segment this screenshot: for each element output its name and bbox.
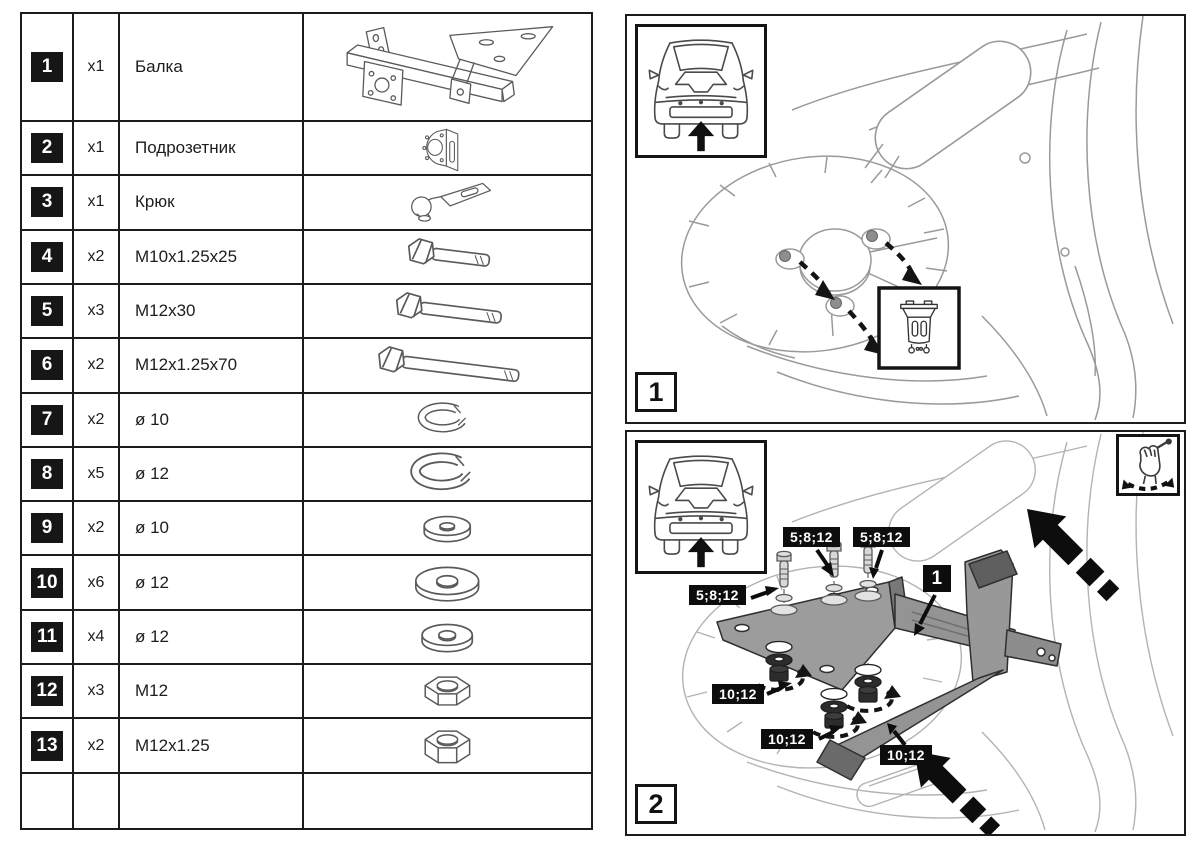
- part-name: [120, 774, 304, 828]
- part-number-cell: [22, 502, 74, 556]
- car-rear-inset: [635, 24, 767, 158]
- part-number-cell: [22, 611, 74, 665]
- hand-tighten-inset: [1116, 434, 1180, 496]
- part-number-badge: 11: [31, 622, 63, 652]
- trash-inset: [879, 288, 959, 368]
- part-number-cell: [22, 339, 74, 393]
- tow-hook-icon: [402, 178, 494, 226]
- part-name: ø 12: [120, 556, 304, 610]
- part-number-cell: [22, 176, 74, 230]
- part-number-badge: 8: [31, 459, 63, 489]
- car-rear-view-icon: [649, 40, 752, 151]
- part-number-badge: 2: [31, 133, 63, 163]
- part-illustration: [304, 231, 591, 285]
- part-illustration: [304, 774, 591, 828]
- part-number-cell: [22, 285, 74, 339]
- part-number-badge: 1: [31, 52, 63, 82]
- flat-washer-small-icon: [397, 504, 497, 552]
- muffler-drawing: [863, 29, 1043, 181]
- part-number-badge: 5: [31, 296, 63, 326]
- part-number-badge: 12: [31, 676, 63, 706]
- part-name: Подрозетник: [120, 122, 304, 176]
- part-illustration: [304, 122, 591, 176]
- step2-panel: [625, 430, 1186, 836]
- part-illustration: [304, 665, 591, 719]
- step1-number: 1: [635, 372, 677, 412]
- hex-nut-icon: [403, 667, 492, 715]
- part-qty: x2: [74, 719, 120, 773]
- tow-beam-icon: [321, 18, 573, 116]
- part-number-badge: 7: [31, 405, 63, 435]
- part-illustration: [304, 448, 591, 502]
- callout-top-bolt-right: 5;8;12: [853, 527, 910, 547]
- part-number-cell: [22, 14, 74, 122]
- parts-table: [20, 12, 593, 830]
- part-number-cell: [22, 231, 74, 285]
- part-number-cell: [22, 719, 74, 773]
- hex-nut-tall-icon: [403, 721, 492, 769]
- flat-washer-large-icon: [397, 559, 497, 607]
- callout-left-bolts: 5;8;12: [689, 585, 746, 605]
- part-name: Крюк: [120, 176, 304, 230]
- part-illustration: [304, 611, 591, 665]
- part-number-badge: 6: [31, 350, 63, 380]
- part-name: M12x1.25: [120, 719, 304, 773]
- part-name: Балка: [120, 14, 304, 122]
- part-qty: x2: [74, 231, 120, 285]
- part-number-badge: 9: [31, 513, 63, 543]
- part-number-cell: [22, 448, 74, 502]
- part-name: M12x1.25x70: [120, 339, 304, 393]
- callout-right-nuts: 10;12: [880, 745, 932, 765]
- part-qty: x2: [74, 502, 120, 556]
- part-qty: x6: [74, 556, 120, 610]
- part-number-cell: [22, 394, 74, 448]
- part-number-cell: [22, 665, 74, 719]
- hex-bolt-long-icon: [359, 341, 537, 389]
- part-illustration: [304, 176, 591, 230]
- part-illustration: [304, 719, 591, 773]
- part-number-cell: [22, 774, 74, 828]
- part-qty: x1: [74, 14, 120, 122]
- part-illustration: [304, 285, 591, 339]
- part-qty: x2: [74, 339, 120, 393]
- part-illustration: [304, 394, 591, 448]
- part-qty: x2: [74, 394, 120, 448]
- part-illustration: [304, 339, 591, 393]
- part-qty: x3: [74, 665, 120, 719]
- step1-panel: [625, 14, 1186, 424]
- spring-washer-small-icon: [397, 396, 497, 444]
- part-number-badge: 10: [31, 568, 63, 598]
- part-qty: x3: [74, 285, 120, 339]
- part-number-cell: [22, 556, 74, 610]
- flat-washer-medium-icon: [397, 613, 497, 661]
- socket-plate-icon: [415, 124, 479, 172]
- part-name: ø 10: [120, 502, 304, 556]
- part-qty: x5: [74, 448, 120, 502]
- callout-left-nuts: 10;12: [712, 684, 764, 704]
- part-name: ø 12: [120, 611, 304, 665]
- part-number-badge: 3: [31, 187, 63, 217]
- part-number-cell: [22, 122, 74, 176]
- callout-bottom-nuts: 10;12: [761, 729, 813, 749]
- part-illustration: [304, 556, 591, 610]
- hex-bolt-medium-icon: [359, 287, 537, 335]
- spring-washer-large-icon: [397, 450, 497, 498]
- hex-bolt-short-icon: [359, 233, 537, 281]
- part-illustration: [304, 14, 591, 122]
- part-number-badge: 4: [31, 242, 63, 272]
- part-name: M12: [120, 665, 304, 719]
- part-illustration: [304, 502, 591, 556]
- car-rear-inset: [635, 440, 767, 574]
- step2-number: 2: [635, 784, 677, 824]
- part-qty: [74, 774, 120, 828]
- part-qty: x4: [74, 611, 120, 665]
- callout-beam-ref: 1: [923, 565, 951, 592]
- part-qty: x1: [74, 176, 120, 230]
- part-name: ø 12: [120, 448, 304, 502]
- part-name: M10x1.25x25: [120, 231, 304, 285]
- car-rear-view-icon: [649, 456, 752, 567]
- part-name: M12x30: [120, 285, 304, 339]
- hand-tighten-icon: [1119, 437, 1177, 493]
- callout-top-bolt-center: 5;8;12: [783, 527, 840, 547]
- part-qty: x1: [74, 122, 120, 176]
- part-number-badge: 13: [31, 731, 63, 761]
- part-name: ø 10: [120, 394, 304, 448]
